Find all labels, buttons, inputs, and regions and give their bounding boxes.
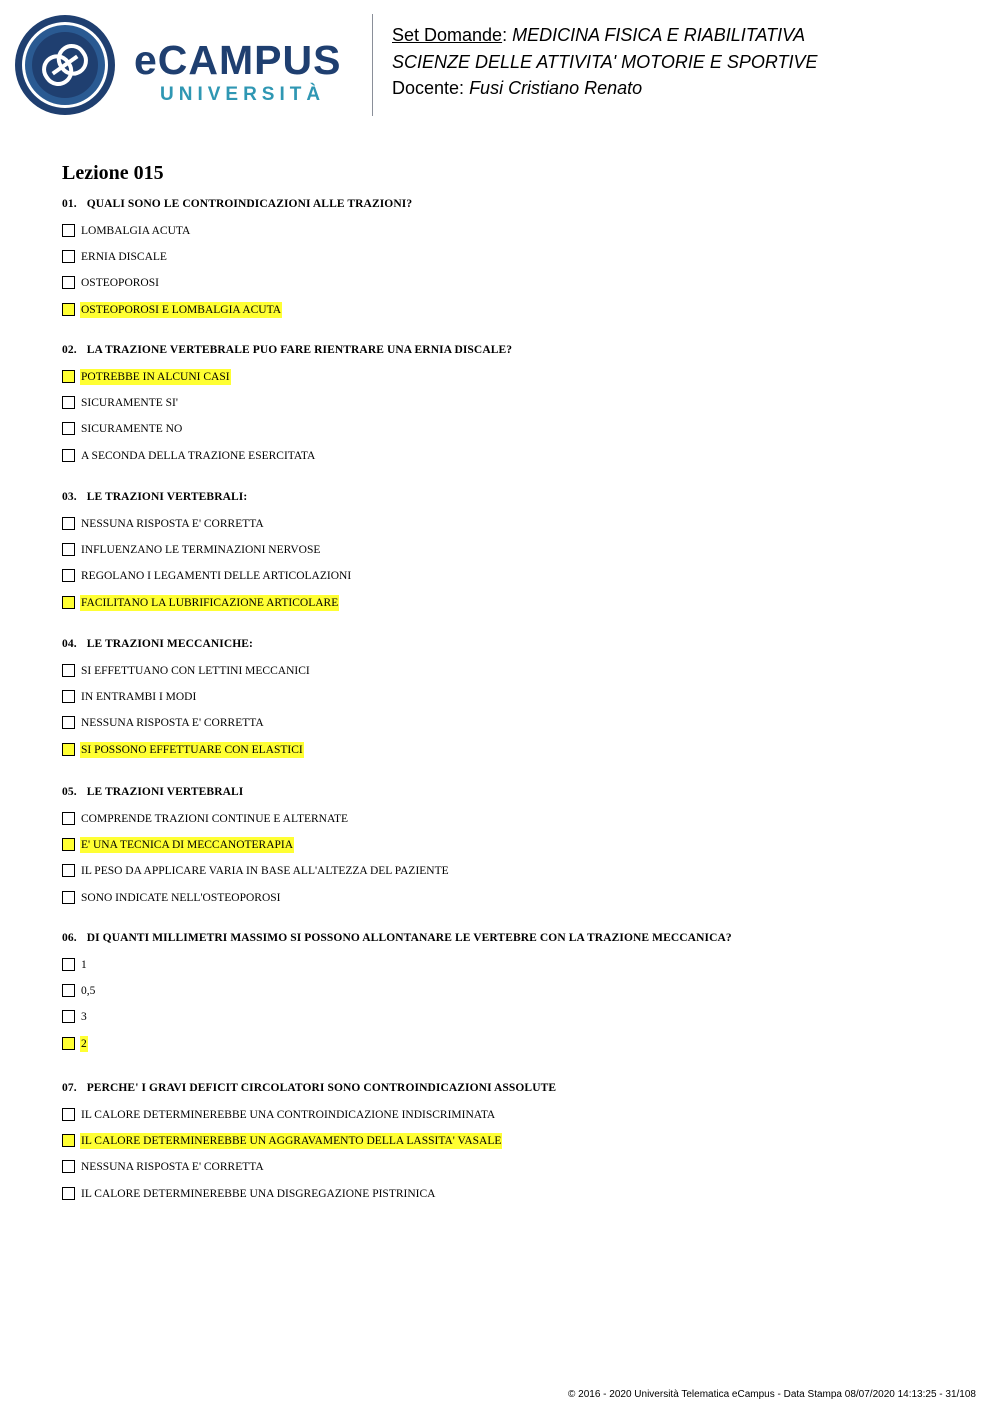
question-text xyxy=(62,638,253,650)
page-footer: © 2016 - 2020 Università Telematica eCampus - Data Stampa 08/07/2020 14:13:25 - 31/108 xyxy=(568,1389,976,1400)
question-number: 04. xyxy=(62,638,77,650)
question-text xyxy=(62,1082,556,1094)
docente-name: Fusi Cristiano Renato xyxy=(469,78,643,98)
question-label: LA TRAZIONE VERTEBRALE PUO FARE RIENTRARE UNA ERNIA DISCALE? xyxy=(86,344,513,356)
answer-checkbox[interactable] xyxy=(62,891,75,904)
answer-checkbox[interactable] xyxy=(62,958,75,971)
answer-checkbox[interactable] xyxy=(62,569,75,582)
ecampus-logo-emblem xyxy=(14,14,116,116)
answer-option-label: SI EFFETTUANO CON LETTINI MECCANICI xyxy=(81,665,310,677)
answer-option-label: 1 xyxy=(81,959,87,971)
answer-option-label: SICURAMENTE NO xyxy=(81,423,183,435)
lesson-title: Lezione 015 xyxy=(62,162,164,184)
answer-checkbox[interactable] xyxy=(62,543,75,556)
answer-checkbox[interactable] xyxy=(62,838,75,851)
answer-checkbox[interactable] xyxy=(62,864,75,877)
answer-checkbox[interactable] xyxy=(62,250,75,263)
docente-label: Docente: xyxy=(392,78,465,98)
question-label: PERCHE' I GRAVI DEFICIT CIRCOLATORI SONO CONTROINDICAZIONI ASSOLUTE xyxy=(86,1082,557,1094)
answer-option-label: IN ENTRAMBI I MODI xyxy=(81,691,197,703)
question-number: 02. xyxy=(62,344,77,356)
answer-option-label: IL CALORE DETERMINEREBBE UNA DISGREGAZIONE PISTRINICA xyxy=(81,1188,436,1200)
question-number: 05. xyxy=(62,786,77,798)
answer-option-label: INFLUENZANO LE TERMINAZIONI NERVOSE xyxy=(81,544,321,556)
question-label: LE TRAZIONI VERTEBRALI: xyxy=(86,491,248,503)
question-label: DI QUANTI MILLIMETRI MASSIMO SI POSSONO ALLONTANARE LE VERTEBRE CON LA TRAZIONE MECCANICA? xyxy=(86,932,732,944)
answer-option-label: FACILITANO LA LUBRIFICAZIONE ARTICOLARE xyxy=(81,597,339,609)
answer-checkbox[interactable] xyxy=(62,1108,75,1121)
answer-checkbox[interactable] xyxy=(62,984,75,997)
answer-checkbox[interactable] xyxy=(62,276,75,289)
answer-checkbox[interactable] xyxy=(62,812,75,825)
question-text xyxy=(62,344,512,356)
degree-name: SCIENZE DELLE ATTIVITA' MOTORIE E SPORTIVE xyxy=(392,51,818,72)
answer-checkbox[interactable] xyxy=(62,743,75,756)
answer-option-label: 2 xyxy=(81,1038,87,1050)
question-text xyxy=(62,786,243,798)
answer-checkbox[interactable] xyxy=(62,396,75,409)
header-info xyxy=(392,22,818,102)
set-label: Set Domande xyxy=(392,25,503,45)
answer-option-label: ERNIA DISCALE xyxy=(81,251,167,263)
docente-line xyxy=(392,75,818,102)
answer-checkbox[interactable] xyxy=(62,1134,75,1147)
question-number: 03. xyxy=(62,491,77,503)
question-label: LE TRAZIONI VERTEBRALI xyxy=(86,786,244,798)
course-line: Set Domande: MEDICINA FISICA E RIABILITATIVA xyxy=(392,25,806,45)
answer-option-label: COMPRENDE TRAZIONI CONTINUE E ALTERNATE xyxy=(81,813,349,825)
logo-brand-text: eCAMPUS xyxy=(134,37,342,83)
answer-option-label: OSTEOPOROSI xyxy=(81,277,159,289)
answer-option-label: POTREBBE IN ALCUNI CASI xyxy=(81,371,230,383)
question-label: QUALI SONO LE CONTROINDICAZIONI ALLE TRAZIONI? xyxy=(86,198,413,210)
answer-option-label: IL CALORE DETERMINEREBBE UN AGGRAVAMENTO DELLA LASSITA' VASALE xyxy=(81,1135,502,1147)
answer-checkbox[interactable] xyxy=(62,1160,75,1173)
answer-option-label: NESSUNA RISPOSTA E' CORRETTA xyxy=(81,717,264,729)
answer-option-label: NESSUNA RISPOSTA E' CORRETTA xyxy=(81,1161,264,1173)
answer-option-label: A SECONDA DELLA TRAZIONE ESERCITATA xyxy=(81,450,316,462)
question-number: 01. xyxy=(62,198,77,210)
question-text xyxy=(62,932,732,944)
answer-checkbox[interactable] xyxy=(62,1187,75,1200)
answer-checkbox[interactable] xyxy=(62,224,75,237)
answer-checkbox[interactable] xyxy=(62,1037,75,1050)
question-number: 07. xyxy=(62,1082,77,1094)
answer-checkbox[interactable] xyxy=(62,517,75,530)
answer-option-label: SICURAMENTE SI' xyxy=(81,397,178,409)
answer-option-label: 3 xyxy=(81,1011,87,1023)
answer-checkbox[interactable] xyxy=(62,596,75,609)
ecampus-logo-wordmark xyxy=(134,37,342,105)
answer-checkbox[interactable] xyxy=(62,370,75,383)
answer-option-label: SI POSSONO EFFETTUARE CON ELASTICI xyxy=(81,744,303,756)
answer-option-label: 0,5 xyxy=(81,985,96,997)
answer-checkbox[interactable] xyxy=(62,303,75,316)
answer-option-label: IL CALORE DETERMINEREBBE UNA CONTROINDICAZIONE INDISCRIMINATA xyxy=(81,1109,496,1121)
answer-option-label: IL PESO DA APPLICARE VARIA IN BASE ALL'ALTEZZA DEL PAZIENTE xyxy=(81,865,449,877)
answer-checkbox[interactable] xyxy=(62,422,75,435)
answer-option-label: OSTEOPOROSI E LOMBALGIA ACUTA xyxy=(81,304,282,316)
answer-option-label: REGOLANO I LEGAMENTI DELLE ARTICOLAZIONI xyxy=(81,570,352,582)
answer-option-label: LOMBALGIA ACUTA xyxy=(81,225,191,237)
answer-checkbox[interactable] xyxy=(62,1010,75,1023)
question-number: 06. xyxy=(62,932,77,944)
answer-checkbox[interactable] xyxy=(62,690,75,703)
header-divider xyxy=(372,14,373,116)
question-text xyxy=(62,491,247,503)
answer-option-label: E' UNA TECNICA DI MECCANOTERAPIA xyxy=(81,839,294,851)
course-name: MEDICINA FISICA E RIABILITATIVA xyxy=(512,25,806,45)
question-label: LE TRAZIONI MECCANICHE: xyxy=(86,638,253,650)
answer-checkbox[interactable] xyxy=(62,664,75,677)
answer-option-label: NESSUNA RISPOSTA E' CORRETTA xyxy=(81,518,264,530)
question-text xyxy=(62,198,412,210)
answer-option-label: SONO INDICATE NELL'OSTEOPOROSI xyxy=(81,892,281,904)
answer-checkbox[interactable] xyxy=(62,449,75,462)
logo-sub-text: UNIVERSITÀ xyxy=(160,84,326,105)
answer-checkbox[interactable] xyxy=(62,716,75,729)
